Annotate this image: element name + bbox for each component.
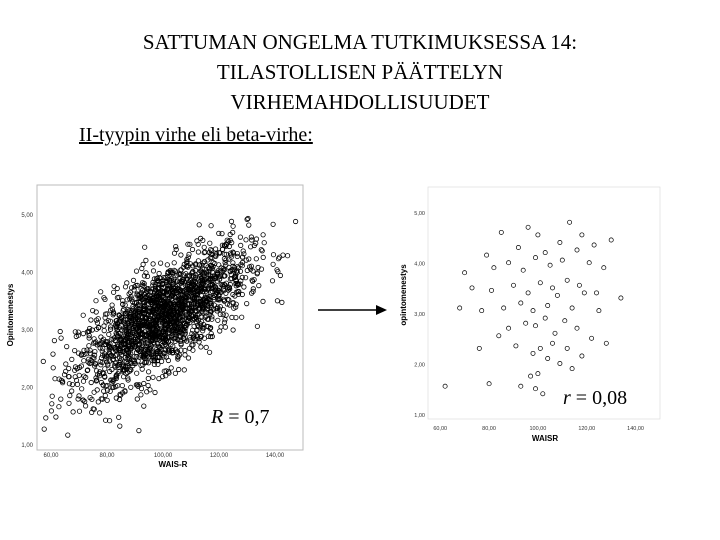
stat-value: = 0,08	[575, 387, 628, 409]
x-tick-label: 120,00	[209, 453, 229, 459]
y-tick-labels	[414, 211, 425, 419]
x-tick-label: 120,00	[578, 426, 596, 432]
x-axis-label: WAIS-R	[158, 460, 188, 469]
x-tick-label: 80,00	[99, 453, 115, 459]
y-tick-label: 2,00	[414, 362, 425, 369]
correlation-label-left	[211, 406, 270, 429]
title-line-1: SATTUMAN ONGELMA TUTKIMUKSESSA 14:	[142, 30, 578, 54]
y-axis-label: Opintomenestys	[6, 283, 15, 347]
y-tick-label: 2,00	[21, 385, 33, 392]
title-line-3: VIRHEMAHDOLLISUUDET	[230, 90, 490, 114]
y-tick-label: 1,00	[21, 443, 33, 450]
y-axis-label: opintomenestys	[399, 264, 408, 326]
slide-subtitle: II-tyypin virhe eli beta-virhe:	[79, 124, 313, 146]
x-tick-label: 60,00	[433, 426, 448, 432]
x-tick-label: 60,00	[43, 453, 59, 459]
x-tick-label: 80,00	[482, 426, 496, 432]
x-tick-label: 140,00	[265, 453, 285, 459]
y-tick-labels	[21, 213, 33, 449]
x-tick-labels	[433, 426, 644, 432]
y-tick-label: 1,00	[414, 412, 425, 419]
x-axis-label: WAISR	[531, 434, 559, 443]
y-tick-label: 3,00	[21, 328, 33, 335]
correlation-label-right	[563, 387, 627, 410]
x-tick-label: 140,00	[627, 426, 644, 432]
stat-symbol: r	[563, 387, 571, 409]
y-tick-label: 5,00	[414, 211, 425, 218]
stat-value: = 0,7	[228, 406, 270, 428]
right-arrow-icon	[315, 300, 390, 320]
stat-symbol: R	[211, 406, 224, 428]
y-tick-label: 5,00	[21, 212, 33, 219]
title-line-2: TILASTOLLISEN PÄÄTTELYN	[216, 60, 504, 84]
x-tick-labels	[43, 453, 284, 459]
slide-title	[60, 27, 660, 117]
x-tick-label: 100,00	[529, 426, 547, 432]
y-tick-label: 3,00	[414, 312, 425, 319]
x-tick-label: 100,00	[153, 453, 173, 459]
plot-frame	[428, 187, 660, 419]
y-tick-label: 4,00	[414, 261, 425, 268]
scatter-plot-low-correlation	[400, 185, 665, 450]
y-tick-label: 4,00	[21, 270, 33, 277]
